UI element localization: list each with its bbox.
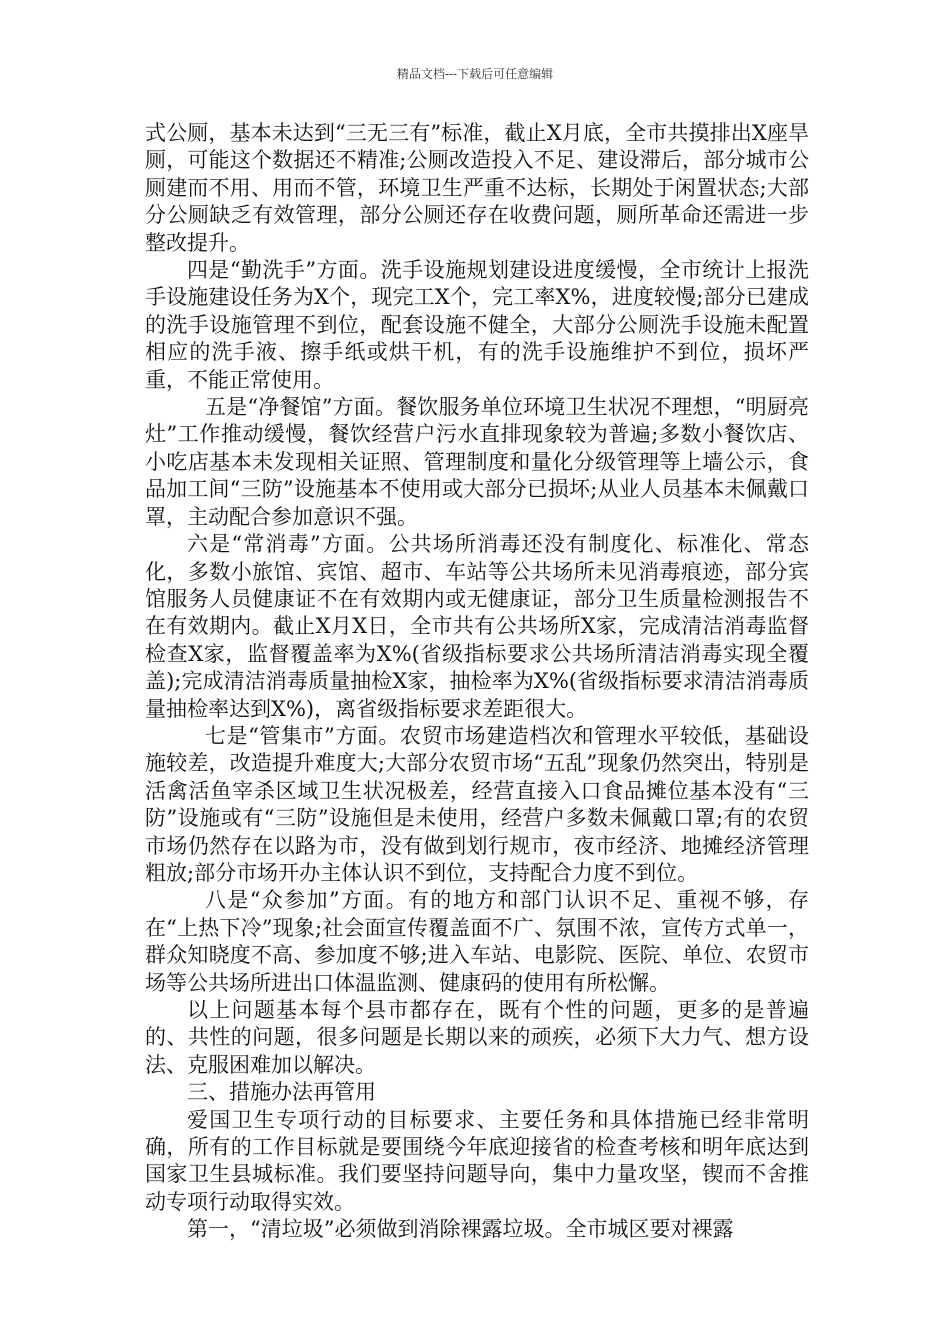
paragraph-hand-washing: 四是“勤洗手”方面。洗手设施规划建设进度缓慢，全市统计上报洗手设施建设任务为X个，现完工X个，完工率X%，进度较慢;部分已建成的洗手设施管理不到位，配套设施不健全，大部分公厕洗手设施未配置相应的洗手液、擦手纸或烘干机，有的洗手设施维护不到位，损坏严重，不能正常使用。 bbox=[145, 258, 809, 392]
paragraph-market-management: 七是“管集市”方面。农贸市场建造档次和管理水平较低，基础设施较差，改造提升难度大;大部分农贸市场“五乱”现象仍然突出，特别是活禽活鱼宰杀区域卫生状况极差，经营直接入口食品摊位基本没有“三防”设施或有“三防”设施但是未使用，经营户多数未佩戴口罩;有的农贸市场仍然存在以路为市，没有做到划行规市，夜市经济、地摊经济管理粗放;部分市场开办主体认识不到位，支持配合力度不到位。 bbox=[145, 723, 809, 885]
paragraph-clean-restaurants: 五是“净餐馆”方面。餐饮服务单位环境卫生状况不理想，“明厨亮灶”工作推动缓慢，餐饮经营户污水直排现象较为普遍;多数小餐饮店、小吃店基本未发现相关证照、管理制度和量化分级管理等上墙公示，食品加工间“三防”设施基本不使用或大部分已损坏;从业人员基本未佩戴口罩，主动配合参加意识不强。 bbox=[145, 395, 809, 529]
paragraph-clear-garbage: 第一，“清垃圾”必须做到消除裸露垃圾。全市城区要对裸露 bbox=[187, 1217, 734, 1242]
paragraph-measures-intro: 爱国卫生专项行动的目标要求、主要任务和具体措施已经非常明确，所有的工作目标就是要围绕今年底迎接省的检查考核和明年底达到国家卫生县城标准。我们要坚持问题导向，集中力量攻坚，锲而不舍推动专项行动取得实效。 bbox=[145, 1107, 809, 1214]
paragraph-disinfection: 六是“常消毒”方面。公共场所消毒还没有制度化、标准化、常态化，多数小旅馆、宾馆、超市、车站等公共场所未见消毒痕迹，部分宾馆服务人员健康证不在有效期内或无健康证，部分卫生质量检测报告不在有效期内。截止X月X日，全市共有公共场所X家，完成清洁消毒监督检查X家，监督覆盖率为X%(省级指标要求公共场所清洁消毒实现全覆盖);完成清洁消毒质量抽检X家，抽检率为X%(省级指标要求清洁消毒质量抽检率达到X%)，离省级指标要求差距很大。 bbox=[145, 532, 809, 721]
document-body bbox=[145, 120, 809, 1244]
section-heading-measures: 三、措施办法再管用 bbox=[187, 1080, 376, 1105]
paragraph-continuation: 式公厕，基本未达到“三无三有”标准，截止X月底，全市共摸排出X座旱厕，可能这个数据还不精准;公厕改造投入不足、建设滞后，部分城市公厕建而不用、用而不管，环境卫生严重不达标，长期处于闲置状态;大部分公厕缺乏有效管理，部分公厕还存在收费问题，厕所革命还需进一步整改提升。 bbox=[145, 121, 809, 255]
paragraph-problem-summary: 以上问题基本每个县市都存在，既有个性的问题，更多的是普遍的、共性的问题，很多问题是长期以来的顽疾，必须下大力气、想方设法、克服困难加以解决。 bbox=[145, 998, 809, 1077]
page-header: 精品文档---下载后可任意编辑 bbox=[396, 67, 554, 81]
paragraph-public-participation: 八是“众参加”方面。有的地方和部门认识不足、重视不够，存在“上热下冷”现象;社会面宣传覆盖面不广、氛围不浓，宣传方式单一，群众知晓度不高、参加度不够;进入车站、电影院、医院、单位、农贸市场等公共场所进出口体温监测、健康码的使用有所松懈。 bbox=[145, 888, 809, 995]
